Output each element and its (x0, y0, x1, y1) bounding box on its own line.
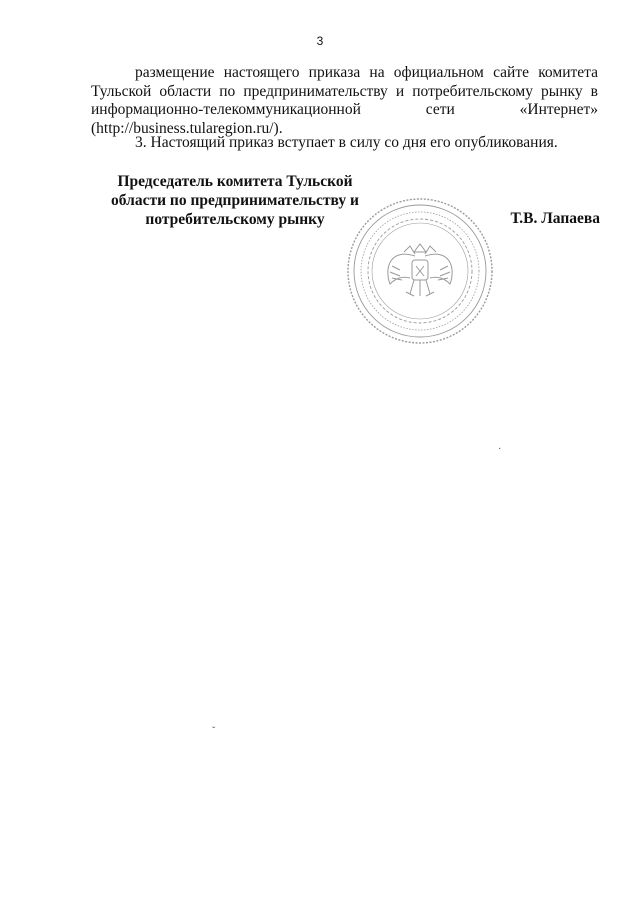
scan-artifact: · (498, 444, 502, 455)
page-number: 3 (316, 34, 324, 48)
signatory-position-line: потребительскому рынку (145, 211, 325, 228)
paragraph-effective-date: 3. Настоящий приказ вступает в силу со дня его опубликования. (135, 134, 558, 151)
paragraph-publication (91, 64, 598, 138)
signatory-position (100, 172, 370, 229)
paragraph-line: Тульской области по предпринимательству и потребительскому рынку в (91, 82, 598, 100)
signatory-position-line: области по предпринимательству и (111, 192, 359, 209)
signatory-position-line: Председатель комитета Тульской (117, 173, 353, 190)
paragraph-line: информационно-телекоммуникационной сети «Интернет» (91, 101, 598, 118)
scan-artifact: ˇ (212, 726, 216, 737)
paragraph-line: размещение настоящего приказа на официальном сайте комитета (135, 64, 598, 81)
signatory-name: Т.В. Лапаева (510, 210, 600, 227)
official-seal-icon (345, 196, 495, 346)
paragraph-line: (http://business.tularegion.ru/). (91, 119, 283, 137)
